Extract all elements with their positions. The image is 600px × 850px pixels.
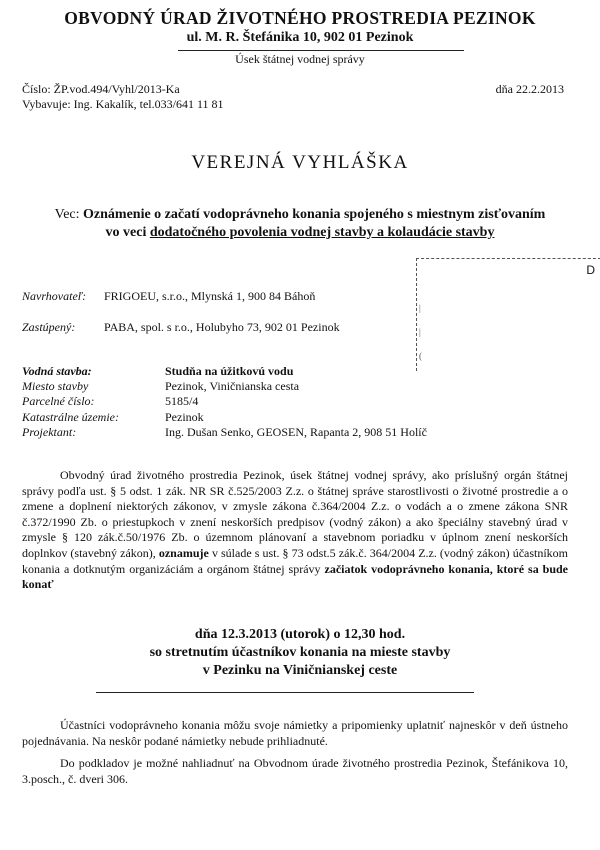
office-address: ul. M. R. Štefánika 10, 902 01 Pezinok (186, 30, 414, 45)
subject-line-2-plain: vo veci (105, 225, 147, 240)
water-structure-label: Vodná stavba: (22, 364, 92, 378)
subject (20, 206, 580, 242)
hearing-date: dňa 12.3.2013 (utorok) o 12,30 hod. (194, 627, 406, 642)
applicant-value: FRIGOEU, s.r.o., Mlynská 1, 900 84 Báhoň (104, 289, 316, 303)
parcel-value: 5185/4 (165, 394, 199, 408)
header-divider (178, 50, 464, 51)
hearing-announcement (0, 626, 600, 680)
subject-line-2-underlined: dodatočného povolenia vodnej stavby a kolaudácie stavby (149, 225, 495, 240)
parcel-label: Parcelné číslo: (22, 394, 95, 408)
body-text-2: v súlade s ust. § 73 odst.5 zák.č. 364/2004 Z.z. (vodný zákon) účastníkom konania a dotknutým organizáciám a orgánom štátnej správy (22, 545, 569, 576)
document-date: dňa 22.2.2013 (495, 82, 564, 96)
representative-value: PABA, spol. s r.o., Holubyho 73, 902 01 Pezinok (104, 320, 340, 334)
designer-label: Projektant: (22, 425, 77, 439)
body-bold-2: začiatok vodoprávneho konania, ktoré sa bude konať (22, 561, 569, 592)
water-structure-value: Studňa na úžitkovú vodu (165, 364, 294, 378)
stamp-mark: ( (419, 351, 422, 361)
cadastral-value: Pezinok (165, 410, 204, 424)
office-name: OBVODNÝ ÚRAD ŽIVOTNÉHO PROSTREDIA PEZINOK (64, 8, 536, 28)
section-divider (96, 692, 474, 693)
subject-prefix: Vec: (54, 207, 80, 222)
body-text-1: Obvodný úrad životného prostredia Pezinok, úsek štátnej vodnej správy, ako príslušný orgán štátnej správy podľa ust. § 5 odst. 1 zák. NR SR č.525/2003 Z.z. o štátnej správe starostlivosti o životné prostredie a o zmene a doplnení niektorých zákonov, v zmysle zákona č.364/2004 Z.z. o vodách a o zmene zákona SNR č.372/1990 Zb. o priestupkoch v znení neskorších predpisov (vodný zákon) a ako špeciálny stavebný úrad v zmysle § 120 zák.č.50/1976 Zb. o územnom plánovaní a stavebnom poriadku v úplnom znení neskorších doplnkov (stavebný zákon), (22, 468, 568, 560)
handled-by: Vybavuje: Ing. Kakalík, tel.033/641 11 81 (22, 97, 224, 111)
stamp-mark: | (419, 327, 421, 337)
body-bold-1: oznamuje (158, 545, 209, 560)
stamp-letter: D (586, 263, 595, 277)
subject-line-1: Oznámenie o začatí vodoprávneho konania spojeného s miestnym zisťovaním (83, 207, 546, 222)
footer-text-1: Účastníci vodoprávneho konania môžu svoje námietky a pripomienky uplatniť najneskôr v deň ústneho pojednávania. Na neskôr podané námietky nebude prihliadnuté. (22, 718, 568, 748)
notice-title: VEREJNÁ VYHLÁŠKA (191, 152, 409, 173)
stamp-mark: | (419, 303, 421, 313)
representative-label: Zastúpený: (22, 320, 76, 334)
cadastral-label: Katastrálne územie: (22, 410, 119, 424)
designer-value: Ing. Dušan Senko, GEOSEN, Rapanta 2, 908 51 Holíč (165, 425, 427, 439)
footer-text-2: Do podkladov je možné nahliadnuť na Obvodnom úrade životného prostredia Pezinok, Štefánikova 10, 3.posch., č. dveri 306. (22, 756, 568, 786)
footer-paragraph-2 (22, 756, 568, 787)
registry-stamp (416, 258, 600, 371)
site-value: Pezinok, Viničnianska cesta (165, 379, 300, 393)
footer-paragraph-1 (22, 718, 568, 749)
reference-number: Číslo: ŽP.vod.494/Vyhl/2013-Ka (22, 82, 180, 96)
office-unit: Úsek štátnej vodnej správy (235, 52, 365, 66)
body-paragraph (22, 468, 568, 593)
applicant-label: Navrhovateľ: (22, 289, 87, 303)
hearing-meeting: so stretnutím účastníkov konania na mieste stavby (149, 645, 451, 660)
hearing-place: v Pezinku na Viničnianskej ceste (202, 663, 398, 678)
site-label: Miesto stavby (22, 379, 89, 393)
